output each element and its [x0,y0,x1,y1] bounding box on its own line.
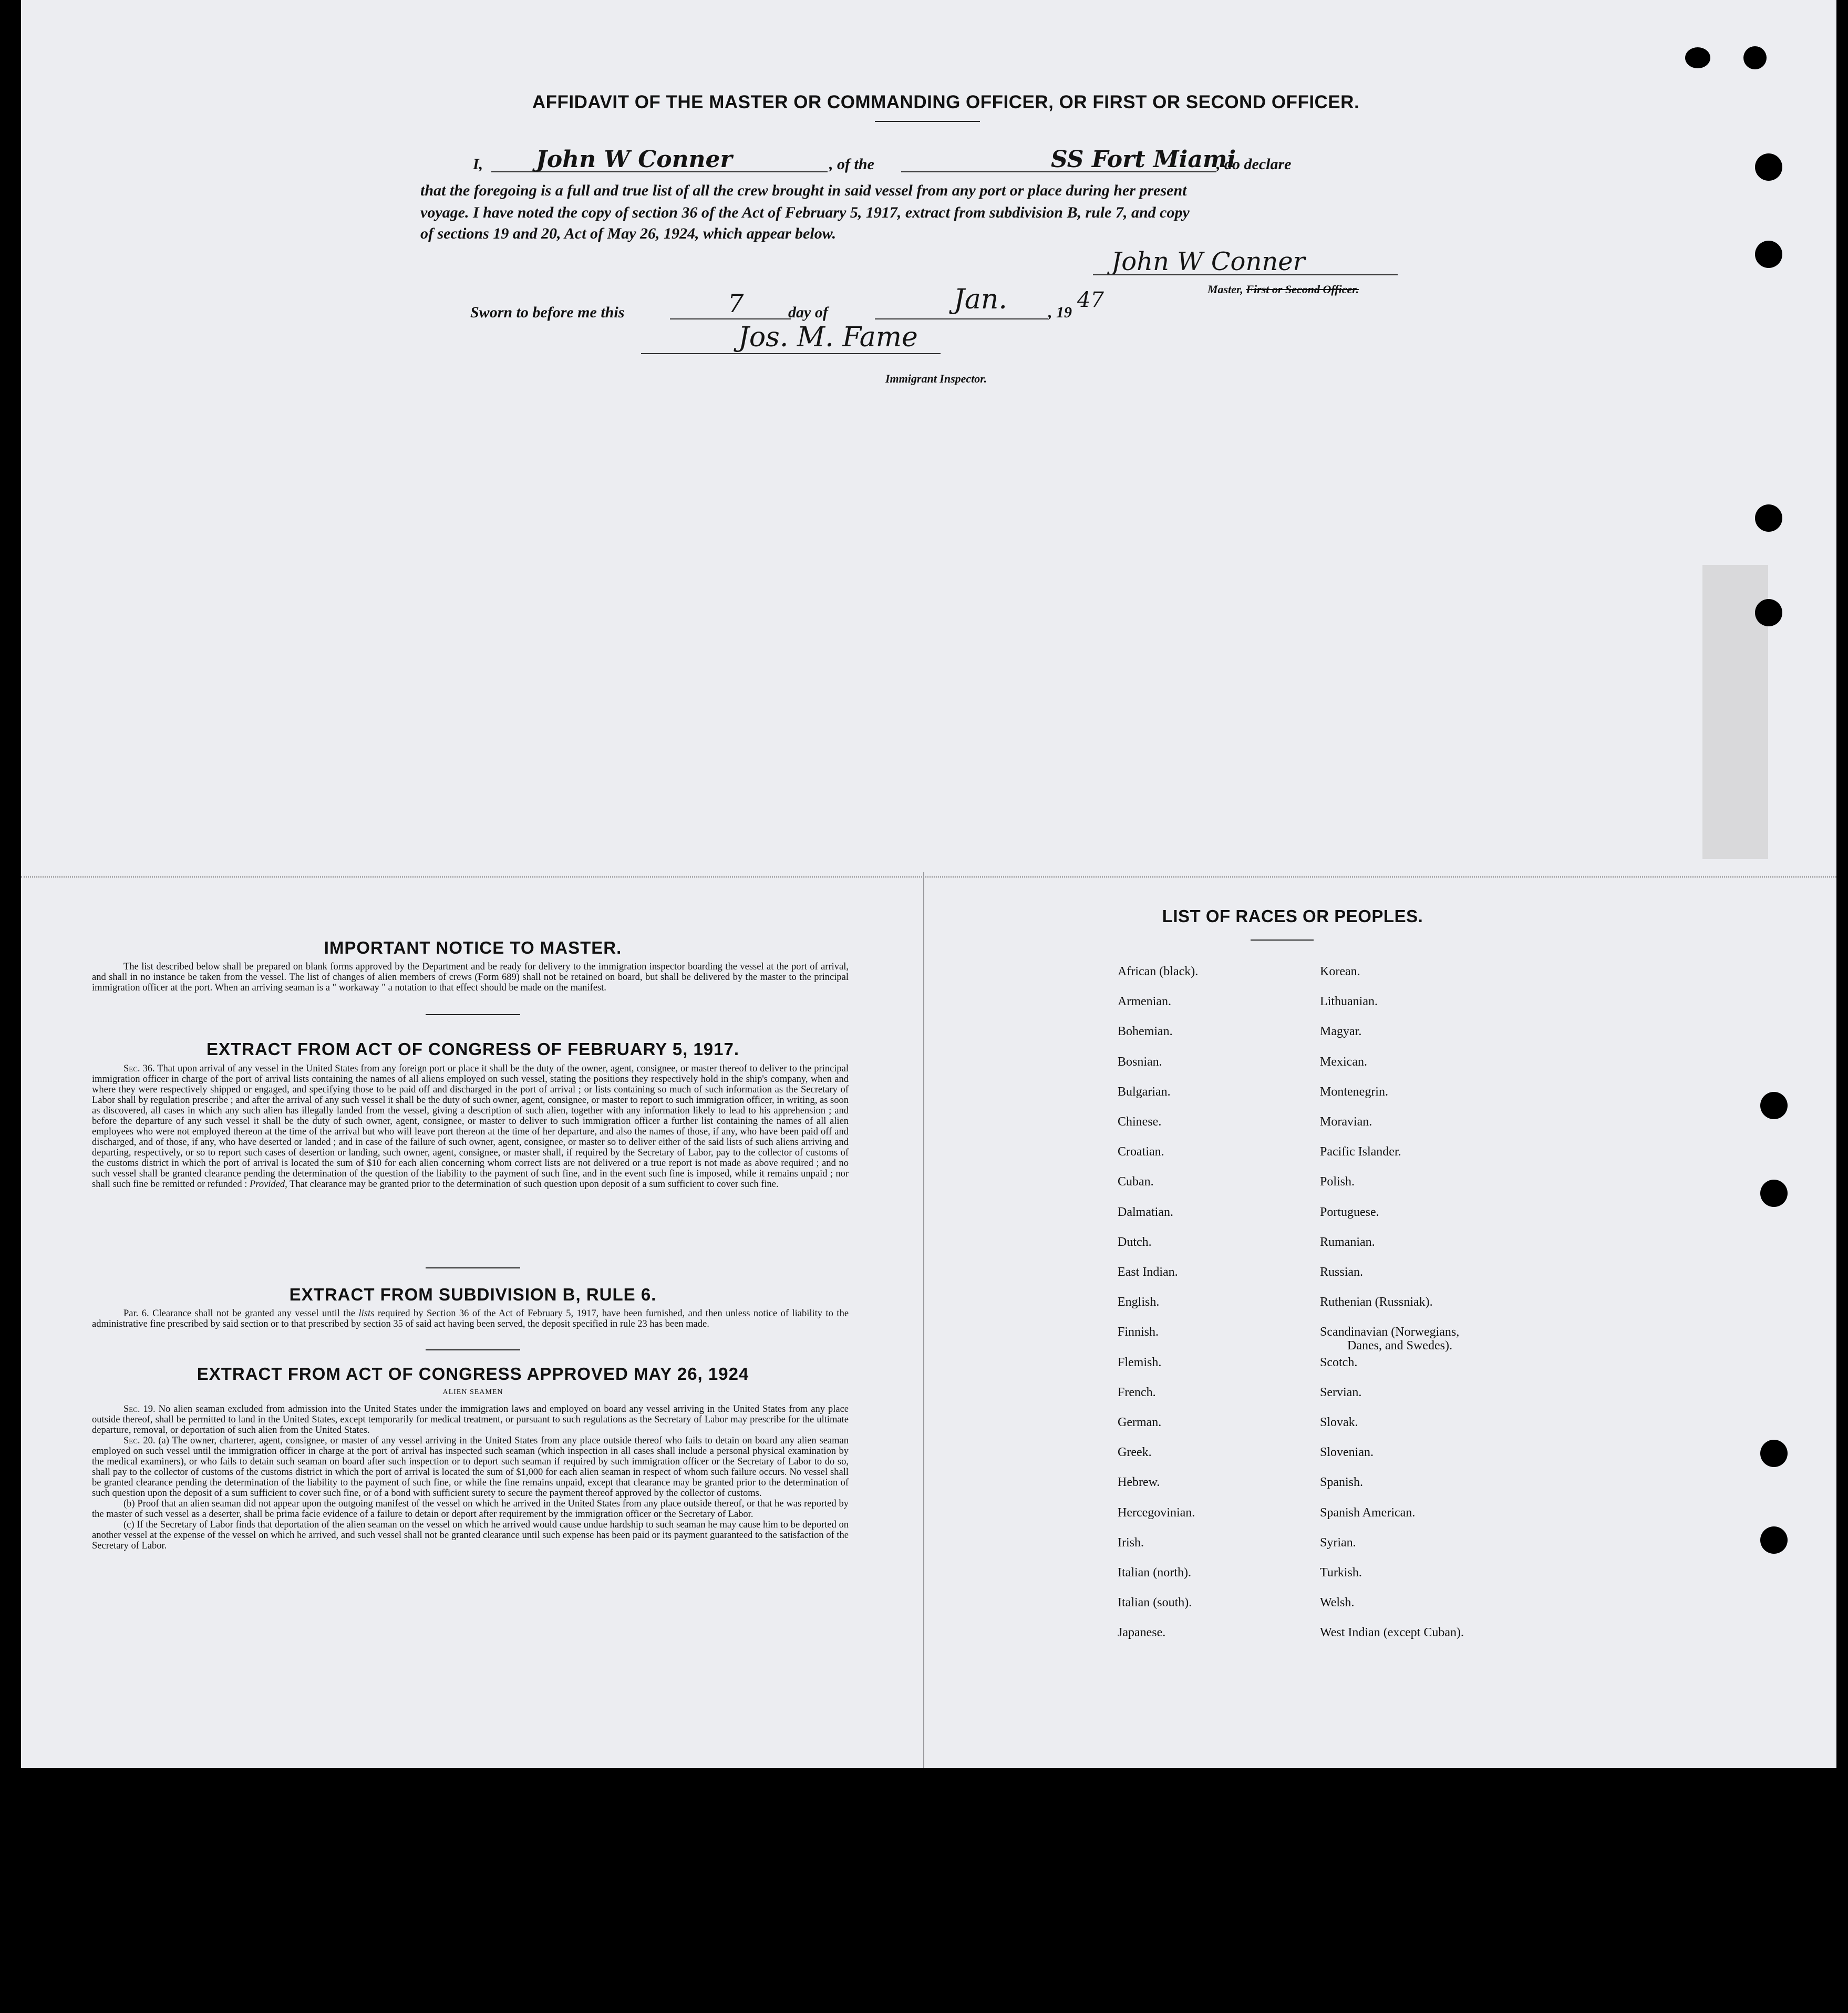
race-item-spanish-american: Spanish American. [1320,1506,1416,1520]
race-item-pacific-islander: Pacific Islander. [1320,1145,1401,1159]
race-item-hebrew: Hebrew. [1118,1475,1160,1489]
punch-hole [1685,47,1710,68]
alien-seamen-subtitle: ALIEN SEAMEN [442,1388,503,1396]
sec-20a-text [92,1436,849,1499]
master-signature: John W Conner [1111,247,1305,276]
race-item-spanish: Spanish. [1320,1475,1364,1489]
notice-body [92,962,849,993]
rule6-text-a: Clearance shall not be granted any vessel until the [152,1308,355,1319]
extract-1924-title: EXTRACT FROM ACT OF CONGRESS APPROVED MAY 26, 1924 [197,1364,749,1384]
affidavit-of-the: , of the [829,156,874,173]
race-item-bulgarian: Bulgarian. [1118,1085,1171,1099]
sec-19-label: Sec. 19. [123,1404,156,1415]
race-item-scandinavian-norwegians: Scandinavian (Norwegians, [1320,1325,1460,1339]
vessel-name: SS Fort Miami [1051,146,1236,173]
inspector-signature: Jos. M. Fame [738,322,918,353]
punch-hole [1755,153,1782,181]
race-item-french: French. [1118,1386,1156,1399]
race-item-hercegovinian: Hercegovinian. [1118,1506,1195,1520]
rule6-rule [426,1349,520,1350]
center-crease [923,872,924,1768]
sec-20c-text: (c) If the Secretary of Labor finds that deportation of the alien seaman on the vessel on which he arrived would cause undue hardship to such seaman he may cause him to be deported on another vessel at the expense of the vessel on which he arrived, and such vessel shall not be granted clearance until such expense has been paid or its payment guaranteed to the satisfaction of the Secretary of Labor. [92,1520,849,1551]
punch-hole [1755,241,1782,268]
affidavit-do-declare: , do declare [1216,156,1292,173]
race-item-magyar: Magyar. [1320,1025,1362,1038]
affidavit-line-3: voyage. I have noted the copy of section 36 of the Act of February 5, 1917, extract from subdivision B, rule 7, and copy [420,204,1190,221]
rule6-text [92,1308,849,1329]
affidavit-i: I, [473,156,483,173]
sworn-year-prefix: , 19 [1048,304,1072,321]
punch-hole [1755,504,1782,532]
race-item-german: German. [1118,1416,1162,1429]
race-item-greek: Greek. [1118,1446,1152,1459]
punch-hole [1755,599,1782,626]
sec-20a-body: (a) The owner, charterer, agent, consignee, or master of any vessel arriving in the United States from any place outside thereof who fails to detain on board any alien seaman employed on such vessel until the immigration officer in charge at the port of arrival has inspected such seaman (which inspection in all cases shall include a personal physical examination by the medical examiners), or who fails to detain such seaman on board after such inspection or to deport such seaman if required by such immigration officer or the Secretary of Labor to do so, shall pay to the collector of customs of the customs district in which the port of arrival is located the sum of $1,000 for each alien seaman in respect of whom such failure occurs. No vessel shall be granted clearance pending the determination of the liability to the payment of such fine, or while the fine remains unpaid, except that clearance may be granted prior to the determination of such question upon the deposit of a sum sufficient to cover such fine, or of a bond with sufficient surety to secure the payment thereof approved by the collector of customs. [92,1436,849,1499]
fold-line [21,876,1836,878]
rule6-title: EXTRACT FROM SUBDIVISION B, RULE 6. [289,1285,657,1304]
race-item-rumanian: Rumanian. [1320,1235,1375,1249]
race-item-scandinavian-continued: Danes, and Swedes). [1347,1339,1452,1353]
master-label-master: Master, [1207,283,1243,296]
race-item-east-indian: East Indian. [1118,1265,1178,1279]
master-signature-line [1093,274,1398,275]
race-item-lithuanian: Lithuanian. [1320,995,1378,1008]
sworn-month-blank [875,318,1048,319]
section-36-text-a: That upon arrival of any vessel in the United States from any foreign port or place it shall be the duty of the owner, agent, consignee, or master thereof to deliver to the principal immigration officer in charge of the port of arrival lists containing the names of all aliens employed on such vessel, stating the positions they respectively hold in the ship's company, when and where they were respectively shipped or engaged, and specifying those to be paid off and discharged in the port of arrival ; or lists containing so much of such information as the Secretary of Labor shall by regulation prescribe ; and after the arrival of any such vessel it shall be the duty of such owner, agent, consignee, or master to report to such immigration officer, in writing, as soon as discovered, all cases in which any such alien has illegally landed from the vessel, giving a description of such alien, together with any information likely to lead to his apprehension ; and before the departure of any such vessel it shall be the duty of such owner, agent, consignee, or master to deliver to such immigration officer a further list containing the names of all alien employees who were not employed thereon at the time of the arrival but who will leave port thereon at the time of her departure, and also the names of those, if any, who have been paid off and discharged, and of those, if any, who have deserted or landed ; and in case of the failure of such owner, agent, consignee, or master so to deliver either of the said lists of such aliens arriving and departing, respectively, or so to report such cases of desertion or landing, such owner, agent, consignee, or master shall, if required by the Secretary of Labor, pay to the collector of customs of the customs district in which the port of arrival is located the sum of $10 for each alien concerning whom correct lists are not delivered or a true report is not made as above required ; and no such vessel shall be granted clearance pending the determination of the question of the liability to the payment of such fine, and in the event such fine is imposed, while it remains unpaid ; nor shall such fine be remitted or refunded : [92,1064,849,1190]
races-title: LIST OF RACES OR PEOPLES. [1162,906,1423,926]
notice-title: IMPORTANT NOTICE TO MASTER. [324,938,622,957]
race-item-polish: Polish. [1320,1175,1355,1189]
sworn-day-blank [670,318,791,319]
sworn-year: 47 [1077,288,1104,312]
section-36-text-b: That clearance may be granted prior to the determination of such question upon deposit of a sum sufficient to cover such fine. [290,1179,779,1190]
race-item-chinese: Chinese. [1118,1115,1162,1129]
race-item-slovenian: Slovenian. [1320,1446,1374,1459]
extract-1924-body [92,1404,849,1551]
race-item-mexican: Mexican. [1320,1055,1367,1069]
race-item-scotch: Scotch. [1320,1356,1358,1369]
race-item-ruthenian-russniak: Ruthenian (Russniak). [1320,1295,1433,1309]
race-item-slovak: Slovak. [1320,1416,1358,1429]
sworn-day-of: day of [788,304,828,321]
punch-hole [1760,1180,1788,1207]
race-item-syrian: Syrian. [1320,1536,1356,1550]
master-label-officer: First or Second Officer. [1246,283,1359,296]
race-item-bosnian: Bosnian. [1118,1055,1162,1069]
sworn-day: 7 [728,289,744,318]
race-item-welsh: Welsh. [1320,1596,1355,1609]
race-item-portuguese: Portuguese. [1320,1205,1379,1219]
sec-19-body: No alien seaman excluded from admission into the United States under the immigration laws and employed on board any vessel arriving in the United States from any place outside thereof, shall be permitted to land in the United States, except temporarily for medical treatment, or pursuant to such regulations as the Secretary of Labor may prescribe for the ultimate departure, removal, or deportation of such alien from the United States. [92,1404,849,1436]
race-item-montenegrin: Montenegrin. [1320,1085,1388,1099]
extract-1917-rule [426,1267,520,1268]
sec-20-label: Sec. 20. [123,1436,156,1446]
rule6-text-b: required by Section 36 of the Act of February 5, 1917, have been furnished, and then unless notice of liability to the administrative fine prescribed by said section or to that prescribed by section 35 of said act having been served, the deposit specified in rule 23 has been made. [92,1308,849,1329]
lists-word: lists [358,1308,375,1319]
race-item-armenian: Armenian. [1118,995,1171,1008]
race-item-turkish: Turkish. [1320,1566,1362,1580]
affidavit-title: AFFIDAVIT OF THE MASTER OR COMMANDING OFFICER, OR FIRST OR SECOND OFFICER. [532,92,1360,112]
race-item-croatian: Croatian. [1118,1145,1164,1159]
par-6-label: Par. 6. [123,1308,149,1319]
race-item-english: English. [1118,1295,1160,1309]
race-item-african-black: African (black). [1118,965,1199,978]
race-item-bohemian: Bohemian. [1118,1025,1173,1038]
affidavit-line-4: of sections 19 and 20, Act of May 26, 1924, which appear below. [420,225,837,242]
race-item-flemish: Flemish. [1118,1356,1162,1369]
race-item-italian-north: Italian (north). [1118,1566,1191,1580]
race-item-servian: Servian. [1320,1386,1362,1399]
race-item-moravian: Moravian. [1320,1115,1372,1129]
rule6-body [92,1308,849,1329]
affidavit-line-2: that the foregoing is a full and true list of all the crew brought in said vessel from any port or place during her present [420,182,1187,199]
sec-19-text [92,1404,849,1436]
race-item-irish: Irish. [1118,1536,1144,1550]
race-item-cuban: Cuban. [1118,1175,1154,1189]
section-36-label: Sec. 36. [123,1064,155,1074]
sworn-prefix: Sworn to before me this [470,304,625,321]
race-item-west-indian-except-cuban: West Indian (except Cuban). [1320,1626,1464,1639]
race-item-japanese: Japanese. [1118,1626,1166,1639]
sworn-month: Jan. [954,284,1007,315]
punch-hole [1760,1092,1788,1119]
extract-1917-body [92,1064,849,1190]
punch-hole [1760,1440,1788,1467]
extract-1917-text [92,1064,849,1190]
punch-hole [1743,46,1767,69]
master-label [1207,283,1359,296]
extract-1917-title: EXTRACT FROM ACT OF CONGRESS OF FEBRUARY 5, 1917. [206,1039,740,1059]
race-item-italian-south: Italian (south). [1118,1596,1192,1609]
notice-rule [426,1014,520,1015]
race-item-dutch: Dutch. [1118,1235,1152,1249]
notice-text: The list described below shall be prepared on blank forms approved by the Department and be ready for delivery to the immigration inspector boarding the vessel at the port of arrival, and shall in no instance be taken from the vessel. The list of changes of alien members of crews (Form 689) shall not be retained on board, but shall be delivered by the master to the principal immigration officer at the port. When an arriving seaman is a " workaway " a notation to that effect should be made on the manifest. [92,962,849,993]
punch-hole [1760,1526,1788,1554]
race-item-korean: Korean. [1320,965,1360,978]
inspector-signature-line [641,353,941,354]
race-item-finnish: Finnish. [1118,1325,1159,1339]
race-item-russian: Russian. [1320,1265,1364,1279]
sec-20b-text: (b) Proof that an alien seaman did not appear upon the outgoing manifest of the vessel on which he arrived in the United States from any place outside thereof, or that he was reported by the master of such vessel as a deserter, shall be prima facie evidence of a failure to detain or deport after requirement by the immigration officer or the Secretary of Labor. [92,1499,849,1520]
master-name: John W Conner [536,146,732,173]
races-rule [1251,940,1314,941]
title-rule [875,121,980,122]
provided-word: Provided, [250,1179,287,1190]
race-item-dalmatian: Dalmatian. [1118,1205,1173,1219]
inspector-label: Immigrant Inspector. [885,372,987,385]
